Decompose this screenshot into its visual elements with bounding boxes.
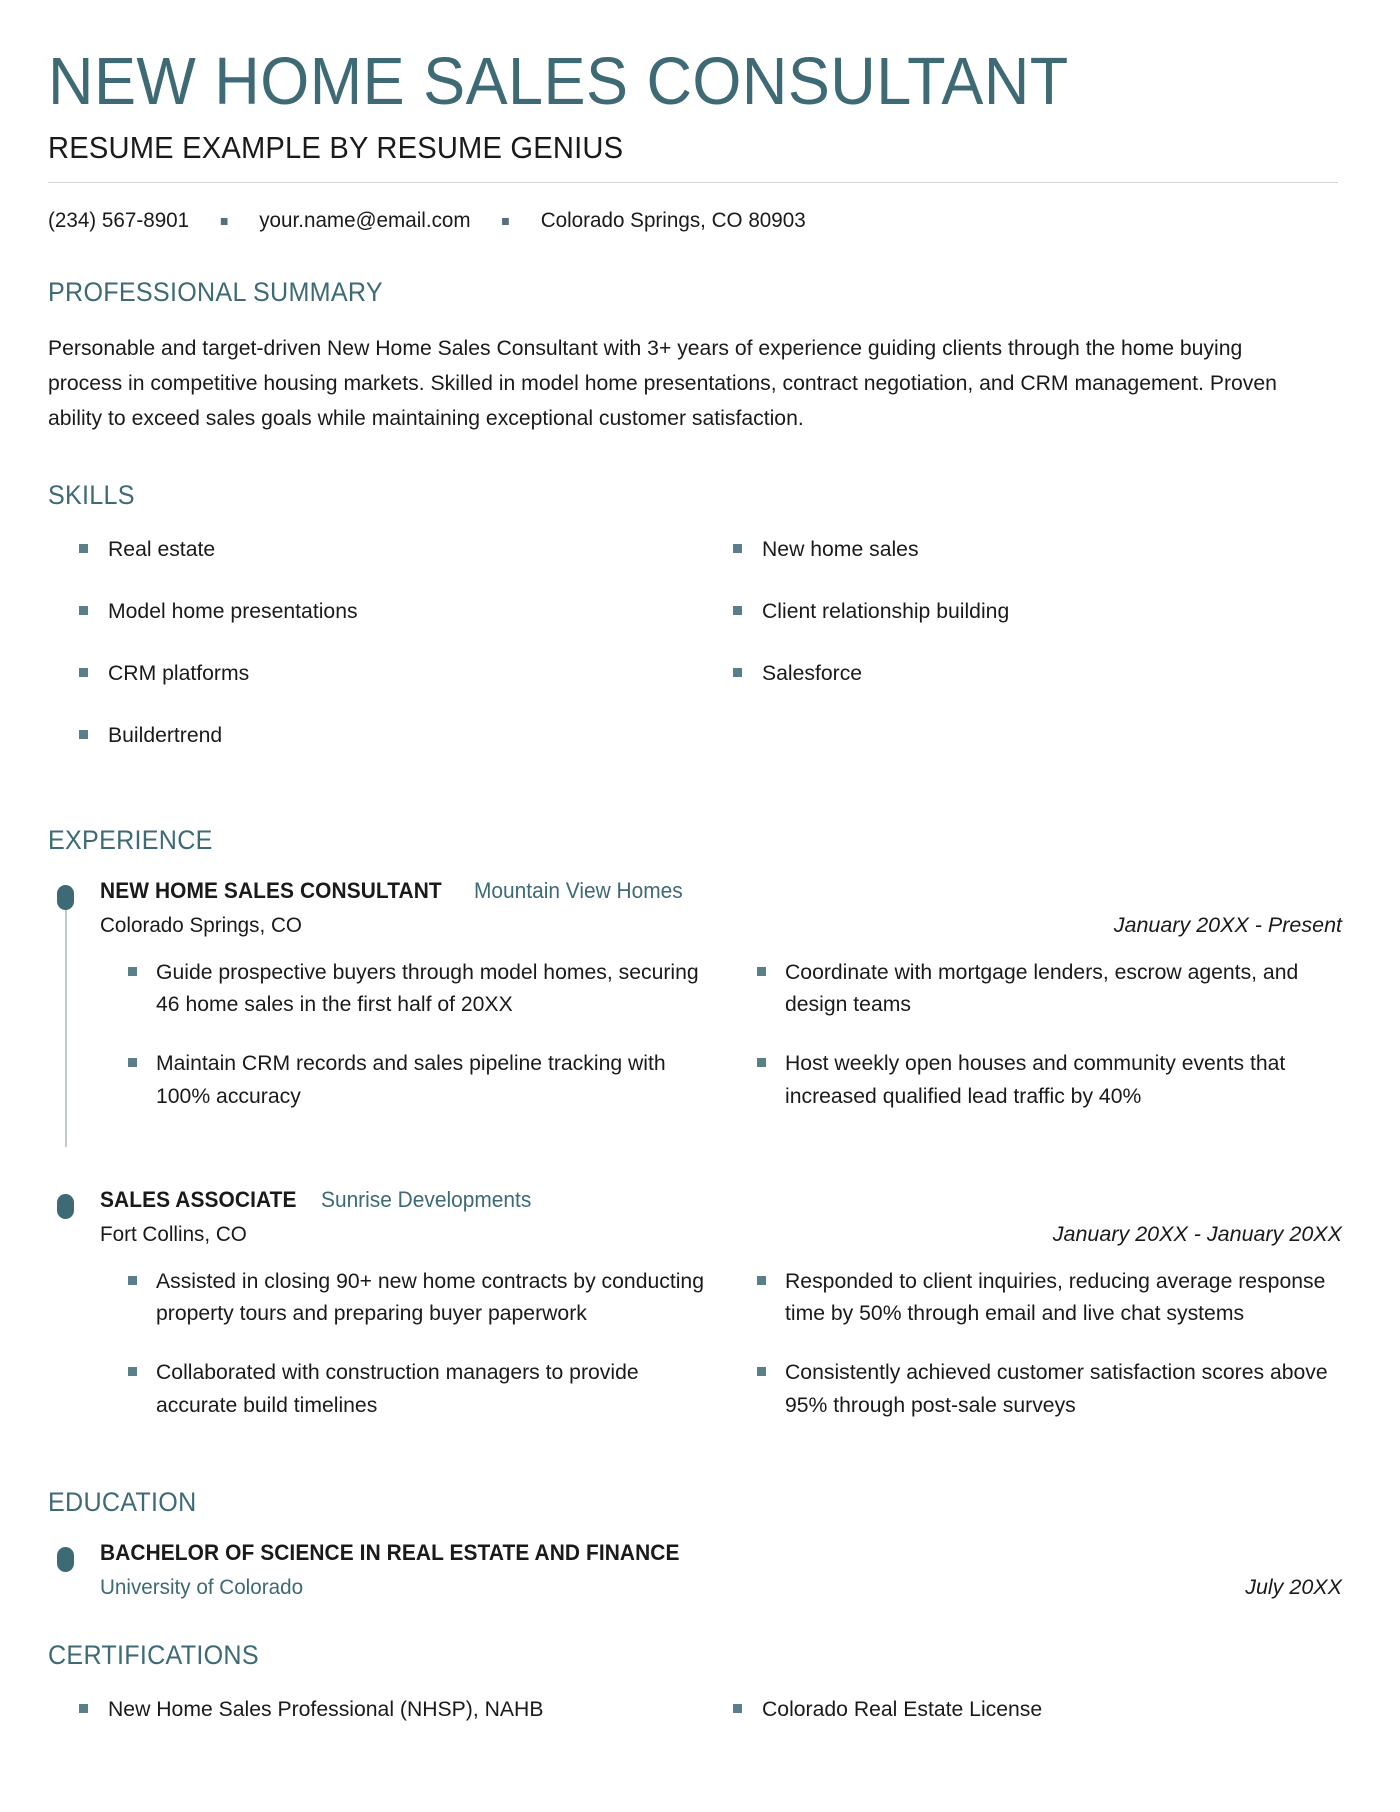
list-item-label: Collaborated with construction managers to provide accurate build timelines — [156, 1359, 639, 1417]
company-name: Sunrise Developments — [320, 1186, 532, 1212]
list-item-label: Responded to client inquiries, reducing average response time by 50% through email and live chat systems — [784, 1268, 1325, 1326]
bullet-square-icon — [128, 967, 137, 976]
bullet-square-icon — [757, 1367, 766, 1376]
section-heading-experience: EXPERIENCE — [48, 824, 213, 855]
list-item — [710, 533, 1346, 573]
job-location: Colorado Springs, CO — [100, 912, 302, 937]
entry-meta-row — [100, 1575, 1345, 1600]
list-item — [735, 1047, 1346, 1112]
entry-meta-row — [100, 913, 1345, 938]
bullet-square-icon — [128, 1058, 137, 1067]
entry-meta-row — [100, 1222, 1345, 1247]
job-title: SALES ASSOCIATE — [100, 1186, 297, 1212]
list-item — [56, 1693, 692, 1733]
section-education — [48, 1487, 1345, 1600]
bullet-square-icon — [79, 544, 88, 553]
list-item — [106, 1047, 717, 1112]
list-item-label: Host weekly open houses and community events that increased qualified lead traffic by 40% — [784, 1051, 1285, 1108]
list-item-label: New Home Sales Professional (NHSP), NAHB — [108, 1697, 544, 1722]
degree-title: BACHELOR OF SCIENCE IN REAL ESTATE AND FINANCE — [100, 1540, 680, 1566]
contact-location: Colorado Springs, CO 80903 — [540, 208, 806, 233]
job-responsibilities — [100, 956, 1345, 1139]
job-responsibilities — [100, 1265, 1345, 1448]
bullet-square-icon — [79, 1704, 88, 1713]
bullet-square-icon — [733, 1704, 742, 1713]
bullet-square-icon — [757, 1058, 766, 1067]
timeline-dot-icon — [57, 885, 74, 910]
list-item-label: New home sales — [761, 536, 919, 561]
list-item — [56, 657, 692, 697]
entry-header — [100, 878, 1345, 904]
list-item-label: Buildertrend — [108, 722, 223, 747]
list-item — [106, 1356, 717, 1421]
section-heading-education: EDUCATION — [48, 1487, 197, 1518]
job-dates: January 20XX - Present — [1113, 912, 1342, 937]
list-item-label: Maintain CRM records and sales pipeline tracking with 100% accuracy — [156, 1051, 666, 1108]
separator-square-icon — [221, 218, 228, 225]
separator-square-icon — [502, 218, 509, 225]
contact-email: your.name@email.com — [259, 208, 471, 233]
list-item — [710, 1693, 1346, 1733]
certifications-list — [48, 1693, 1345, 1743]
section-experience — [48, 825, 1345, 1447]
list-item-label: Model home presentations — [108, 598, 358, 623]
bullet-square-icon — [733, 668, 742, 677]
timeline-dot-icon — [57, 1194, 74, 1219]
list-item — [735, 956, 1346, 1021]
contact-bar — [48, 208, 1293, 233]
section-certifications — [48, 1640, 1345, 1743]
bullet-square-icon — [79, 606, 88, 615]
experience-entry — [48, 878, 1345, 1139]
list-item-label: Assisted in closing 90+ new home contracts by conducting property tours and preparing buyer paperwork — [156, 1268, 704, 1326]
job-title: NEW HOME SALES CONSULTANT — [100, 877, 442, 903]
job-location: Fort Collins, CO — [100, 1221, 247, 1246]
list-item-label: CRM platforms — [108, 660, 250, 685]
bullet-square-icon — [128, 1276, 137, 1285]
resume-header — [48, 44, 1345, 183]
job-dates: January 20XX - January 20XX — [1052, 1221, 1342, 1246]
summary-text: Personable and target-driven New Home Sales Consultant with 3+ years of experience guiding clients through the home buying process in competitive housing markets. Skilled in model home presentations, contract negotiation, and CRM management. Proven ability to exceed sales goals while maintaining exceptional customer satisfaction. — [48, 336, 1277, 430]
list-item — [710, 657, 1346, 697]
list-item — [106, 1265, 717, 1330]
list-item-label: Client relationship building — [761, 598, 1009, 623]
entry-header — [100, 1540, 1345, 1566]
list-item — [735, 1265, 1346, 1330]
resume-subtitle: RESUME EXAMPLE BY RESUME GENIUS — [48, 130, 624, 166]
section-heading-certifications: CERTIFICATIONS — [48, 1640, 259, 1671]
bullet-square-icon — [757, 967, 766, 976]
experience-entries — [48, 878, 1345, 1447]
section-heading-summary: PROFESSIONAL SUMMARY — [48, 277, 383, 308]
header-divider — [48, 182, 1338, 183]
list-item — [56, 533, 692, 573]
education-dates: July 20XX — [1245, 1575, 1342, 1600]
bullet-square-icon — [733, 606, 742, 615]
list-item-label: Coordinate with mortgage lenders, escrow agents, and design teams — [784, 959, 1298, 1017]
contact-phone: (234) 567-8901 — [48, 208, 190, 233]
list-item — [106, 956, 717, 1021]
bullet-square-icon — [733, 544, 742, 553]
section-professional-summary — [48, 277, 1345, 435]
list-item — [735, 1356, 1346, 1421]
timeline-connector-line — [65, 908, 67, 1147]
list-item-label: Real estate — [108, 536, 216, 561]
list-item — [56, 595, 692, 635]
list-item-label: Guide prospective buyers through model homes, securing 46 home sales in the first half of 20XX — [156, 959, 699, 1017]
experience-entry — [48, 1187, 1345, 1448]
section-heading-skills: SKILLS — [48, 479, 135, 510]
page-title: NEW HOME SALES CONSULTANT — [48, 44, 1069, 119]
education-entries — [48, 1540, 1345, 1600]
skills-list — [48, 533, 1345, 781]
bullet-square-icon — [757, 1276, 766, 1285]
company-name: Mountain View Homes — [473, 877, 683, 903]
list-item — [710, 595, 1346, 635]
bullet-square-icon — [79, 668, 88, 677]
section-skills — [48, 480, 1345, 781]
list-item — [56, 719, 692, 759]
school-name: University of Colorado — [100, 1575, 304, 1600]
list-item-label: Colorado Real Estate License — [761, 1697, 1042, 1722]
list-item-label: Salesforce — [761, 660, 862, 685]
timeline-dot-icon — [57, 1547, 74, 1572]
bullet-square-icon — [79, 730, 88, 739]
education-entry — [48, 1540, 1345, 1600]
entry-header — [100, 1187, 1345, 1213]
list-item-label: Consistently achieved customer satisfaction scores above 95% through post-sale surveys — [784, 1359, 1328, 1417]
bullet-square-icon — [128, 1367, 137, 1376]
